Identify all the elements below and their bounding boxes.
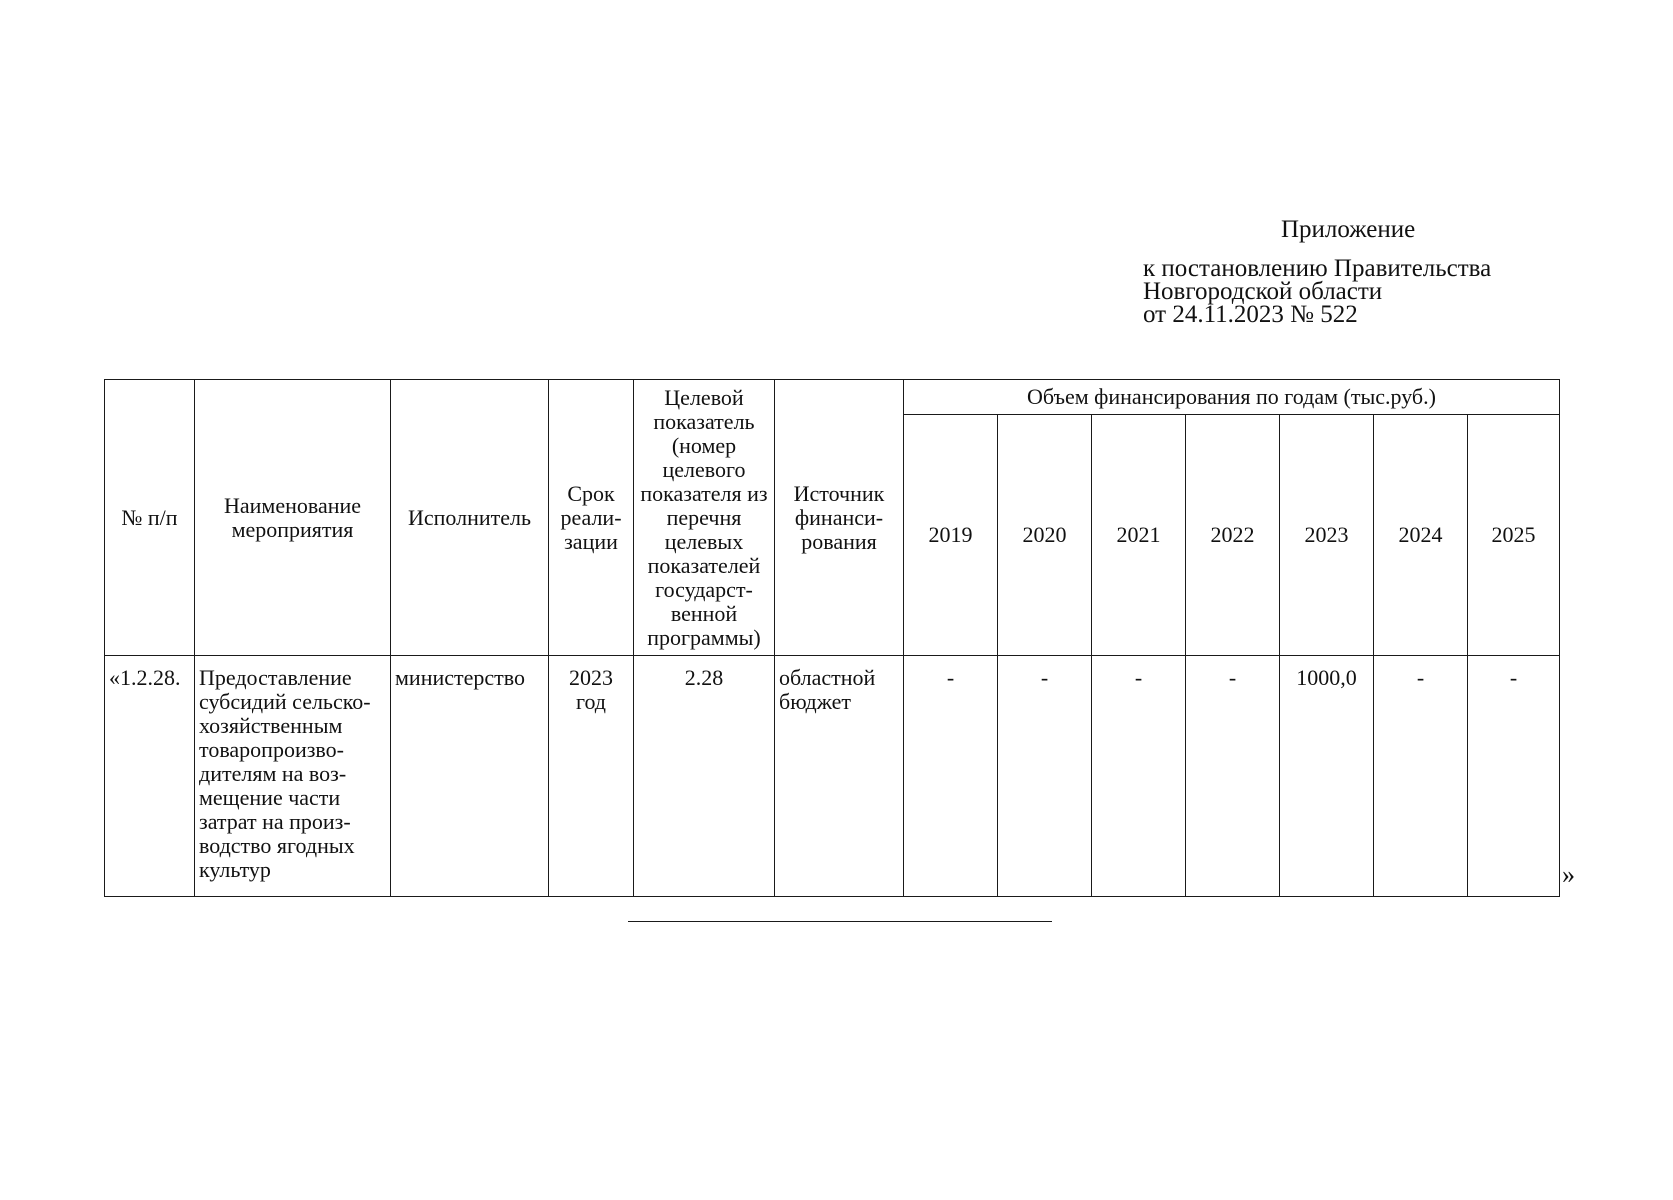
- header-year-2023: 2023: [1280, 415, 1374, 656]
- appendix-heading: Приложение: [1281, 216, 1416, 243]
- header-executor: Исполнитель: [391, 380, 549, 656]
- cell-value-2020: -: [998, 656, 1092, 897]
- header-name: Наименование мероприятия: [195, 380, 391, 656]
- header-source: Источник финанси-рования: [775, 380, 904, 656]
- header-num: № п/п: [105, 380, 195, 656]
- header-year-2022: 2022: [1186, 415, 1280, 656]
- header-funding: Объем финансирования по годам (тыс.руб.): [904, 380, 1560, 415]
- header-year-2024: 2024: [1374, 415, 1468, 656]
- cell-term: 2023 год: [549, 656, 634, 897]
- header-year-2021: 2021: [1092, 415, 1186, 656]
- cell-num: «1.2.28.: [105, 656, 195, 897]
- cell-executor: министерство: [391, 656, 549, 897]
- cell-name: Предоставление субсидий сельско-хозяйственным товаропроизво-дителям на воз-мещение части затрат на произ-водство ягодных культур: [195, 656, 391, 897]
- header-year-2019: 2019: [904, 415, 998, 656]
- appendix-line-3: от 24.11.2023 № 522: [1143, 301, 1358, 328]
- table-row: [105, 656, 1560, 897]
- header-term: Срок реали-зации: [549, 380, 634, 656]
- cell-value-2021: -: [1092, 656, 1186, 897]
- cell-value-2019: -: [904, 656, 998, 897]
- cell-value-2024: -: [1374, 656, 1468, 897]
- cell-target: 2.28: [634, 656, 775, 897]
- header-year-2020: 2020: [998, 415, 1092, 656]
- cell-value-2023: 1000,0: [1280, 656, 1374, 897]
- table-header-row: [105, 380, 1560, 415]
- appendix-block: [1143, 218, 1583, 326]
- activities-table: [104, 379, 1560, 897]
- header-target: Целевой показатель (номер целевого показателя из перечня целевых показателей государст-венной программы): [634, 380, 775, 656]
- header-year-2025: 2025: [1468, 415, 1560, 656]
- closing-quote: »: [1562, 860, 1575, 889]
- separator-line: [628, 921, 1052, 922]
- cell-value-2022: -: [1186, 656, 1280, 897]
- appendix-line-1: к постановлению Правительства: [1143, 255, 1492, 282]
- appendix-line-2: Новгородской области: [1143, 278, 1383, 305]
- cell-value-2025: -: [1468, 656, 1560, 897]
- cell-source: областной бюджет: [775, 656, 904, 897]
